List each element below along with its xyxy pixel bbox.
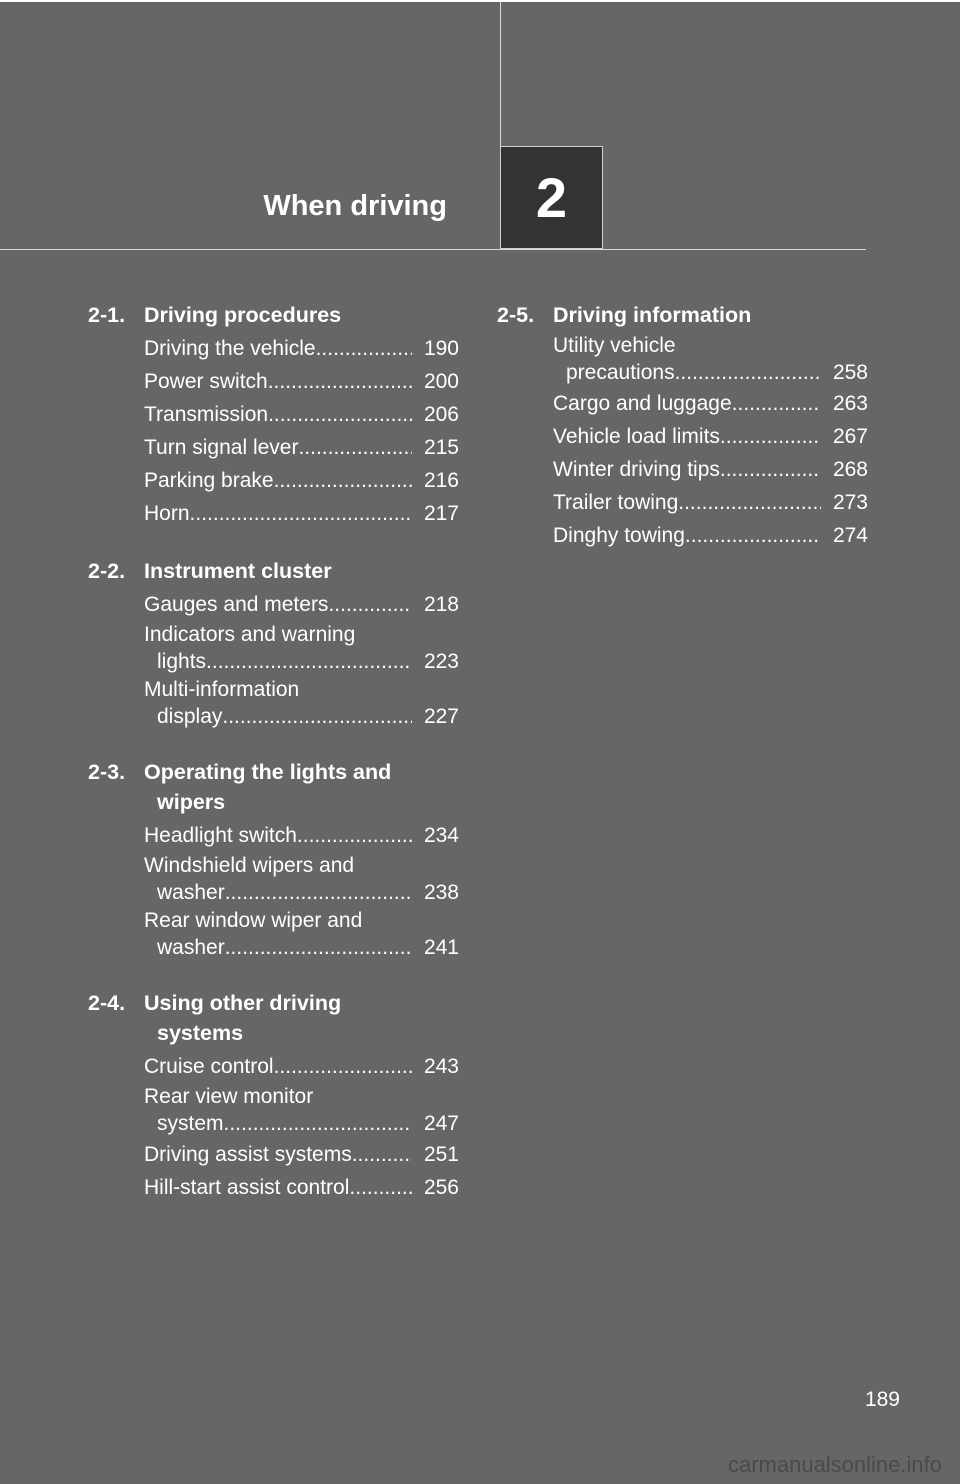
dot-leader [678,486,821,519]
toc-entry-row [144,1050,459,1083]
toc-entry-page: 227 [423,705,459,728]
toc-entry[interactable] [144,365,459,398]
dot-leader [720,420,821,453]
section-number: 2-3. [88,760,126,784]
section-title [553,300,868,330]
toc-entry-label: washer [157,936,225,959]
toc-entry-label: Winter driving tips [553,458,720,481]
dot-leader [225,934,412,962]
toc-entry-page: 251 [423,1143,459,1166]
section-heading [88,757,459,817]
toc-entry-page: 273 [832,491,868,514]
dot-leader [222,703,412,731]
toc-entry-label: Horn [144,502,190,525]
section-title [144,556,459,586]
toc-right-column [497,300,868,578]
toc-entry-page: 215 [423,436,459,459]
toc-entry[interactable] [144,1083,459,1138]
section-title-text: Instrument cluster [144,559,332,583]
toc-entry-label: display [157,705,223,728]
page-number: 189 [864,1388,900,1411]
toc-entry-page: 216 [423,469,459,492]
toc-entry-label: Vehicle load limits [553,425,720,448]
toc-section [88,988,459,1204]
toc-entry[interactable] [144,1138,459,1171]
dot-leader [328,588,412,621]
toc-entry-page: 190 [423,337,459,360]
toc-entry-row [144,1138,459,1171]
section-heading [88,556,459,586]
toc-section [88,300,459,530]
toc-entry-row [144,934,459,962]
toc-entry-label: Indicators and warning [144,623,356,646]
toc-entry[interactable] [144,332,459,365]
dot-leader [685,519,821,552]
toc-entry[interactable] [144,398,459,431]
section-number: 2-1. [88,303,126,327]
toc-entry-page: 263 [832,392,868,415]
toc-entry-page: 217 [423,502,459,525]
toc-entry-row [144,431,459,464]
toc-entry-list [88,588,459,731]
toc-entry-list [88,1050,459,1204]
toc-entry[interactable] [144,676,459,731]
toc-entry-label: system [157,1112,224,1135]
section-number: 2-2. [88,559,126,583]
dot-leader [190,497,412,530]
dot-leader [352,1138,412,1171]
toc-section [88,757,459,962]
toc-entry-page: 241 [423,936,459,959]
toc-entry-list [88,332,459,530]
toc-entry-label: Rear window wiper and [144,909,363,932]
toc-entry-row [144,703,459,731]
dot-leader [720,453,821,486]
toc-entry-page: 238 [423,881,459,904]
toc-entry-label: Utility vehicle [553,334,676,357]
section-title-text: Driving procedures [144,303,342,327]
dot-leader [675,359,821,387]
toc-entry-label: Cargo and luggage [553,392,732,415]
toc-entry[interactable] [144,819,459,852]
toc-entry[interactable] [144,431,459,464]
toc-entry-row [553,519,868,552]
toc-entry[interactable] [144,497,459,530]
section-title-text: Operating the lights and [144,760,392,784]
section-heading [88,988,459,1048]
toc-entry[interactable] [144,621,459,676]
toc-entry-page: 234 [423,824,459,847]
section-title-continued: wipers [157,790,226,814]
toc-entry-label: Rear view monitor [144,1085,314,1108]
section-heading [497,300,868,330]
toc-entry-row [144,1110,459,1138]
toc-entry-row [144,365,459,398]
toc-entry-label: Hill-start assist control [144,1176,350,1199]
section-title [144,988,459,1048]
toc-entry[interactable] [553,486,868,519]
toc-entry-label: Driving assist systems [144,1143,352,1166]
toc-entry[interactable] [144,852,459,907]
toc-entry-page: 258 [832,361,868,384]
toc-section [88,556,459,731]
toc-entry-page: 200 [423,370,459,393]
toc-entry-list [88,819,459,962]
toc-entry-label: Headlight switch [144,824,297,847]
toc-entry-label: Power switch [144,370,268,393]
toc-entry[interactable] [144,907,459,962]
dot-leader [268,365,412,398]
section-title [144,300,459,330]
toc-entry-label: Transmission [144,403,269,426]
section-title-continued: systems [157,1021,244,1045]
toc-entry-row [553,486,868,519]
toc-entry[interactable] [553,420,868,453]
dot-leader [268,398,412,431]
watermark: carmanualsonline.info [727,1452,942,1477]
toc-entry-page: 243 [423,1055,459,1078]
section-number: 2-4. [88,991,126,1015]
toc-entry-label: Trailer towing [553,491,679,514]
toc-entry-label: Dinghy towing [553,524,685,547]
toc-entry-row [144,332,459,365]
toc-entry-row [144,464,459,497]
toc-entry-page: 267 [832,425,868,448]
toc-entry-list [497,332,868,552]
toc-entry-label: precautions [566,361,675,384]
toc-entry[interactable] [144,588,459,621]
toc-entry-row [144,819,459,852]
dot-leader [274,464,412,497]
toc-entry-row [144,398,459,431]
toc-entry[interactable] [144,1050,459,1083]
chapter-number-box [500,146,603,249]
dot-leader [298,431,411,464]
toc-entry-row [144,588,459,621]
toc-entry-label: Parking brake [144,469,274,492]
toc-entry[interactable] [144,464,459,497]
toc-entry[interactable] [144,1171,459,1204]
toc-entry-row [144,1171,459,1204]
dot-leader [274,1050,412,1083]
toc-entry-label: Multi-information [144,678,300,701]
toc-entry-label: Cruise control [144,1055,274,1078]
toc-entry-label: Gauges and meters [144,593,329,616]
dot-leader [225,879,412,907]
toc-entry[interactable] [553,519,868,552]
top-border [0,0,960,2]
toc-entry-row [553,387,868,420]
dot-leader [349,1171,412,1204]
toc-entry-page: 223 [423,650,459,673]
toc-entry-page: 268 [832,458,868,481]
toc-entry[interactable] [553,453,868,486]
dot-leader [316,332,412,365]
toc-entry-page: 206 [423,403,459,426]
toc-entry-row [144,648,459,676]
chapter-title: When driving [263,190,447,222]
toc-entry-label: washer [157,881,225,904]
toc-entry-row [553,453,868,486]
toc-entry-label: Turn signal lever [144,436,299,459]
toc-entry-row [144,497,459,530]
header-horizontal-rule [0,249,866,250]
chapter-number: 2 [535,166,568,229]
toc-entry-label: Driving the vehicle [144,337,316,360]
toc-entry-page: 218 [423,593,459,616]
toc-entry-page: 256 [423,1176,459,1199]
toc-entry-page: 274 [832,524,868,547]
toc-entry-label: lights [157,650,207,673]
dot-leader [732,387,821,420]
toc-section [497,300,868,552]
section-heading [88,300,459,330]
section-title-text: Driving information [553,303,752,327]
dot-leader [297,819,412,852]
toc-entry[interactable] [553,332,868,387]
dot-leader [206,648,412,676]
section-number: 2-5. [497,303,535,327]
dot-leader [224,1110,412,1138]
toc-entry-row [144,879,459,907]
toc-entry-page: 247 [423,1112,459,1135]
toc-left-column [88,300,459,1230]
section-title-text: Using other driving [144,991,342,1015]
toc-entry-label: Windshield wipers and [144,854,355,877]
section-title [144,757,459,817]
toc-entry-row [553,420,868,453]
toc-entry-row [553,359,868,387]
toc-entry[interactable] [553,387,868,420]
